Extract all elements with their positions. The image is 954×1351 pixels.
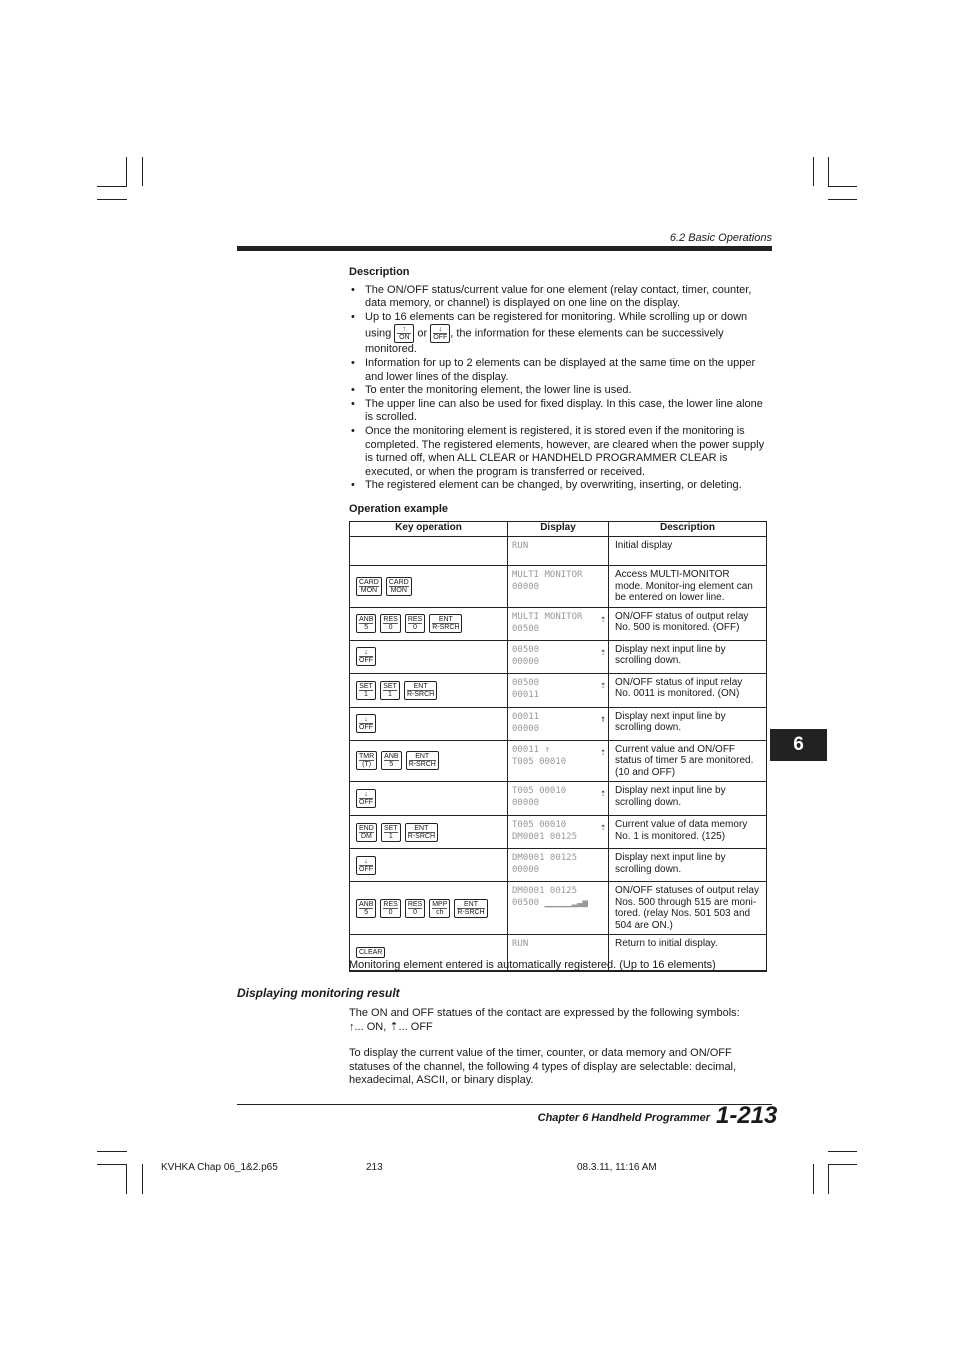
display-line-upper: RUN — [512, 541, 529, 551]
description-cell: Current value and ON/OFF status of timer 5 are monitored. (10 and OFF) — [609, 740, 767, 782]
table-row — [350, 566, 767, 608]
result-paragraph: The ON and OFF statues of the contact are expressed by the following symbols: — [349, 1007, 740, 1019]
display-line-upper: 00500 — [512, 677, 540, 688]
crop-mark — [142, 1164, 143, 1194]
display-cell — [508, 673, 609, 707]
bullet-text: , the information for these elements can be successively monitored. — [365, 327, 724, 356]
table-row — [350, 782, 767, 816]
key-icon: RES 0 — [380, 899, 400, 918]
operation-example-heading: Operation example — [349, 503, 449, 515]
crop-mark — [97, 1151, 127, 1152]
description-cell: Display next input line by scrolling down. — [609, 849, 767, 882]
description-cell: Initial display — [609, 537, 767, 566]
display-cell — [508, 566, 609, 608]
crop-mark — [126, 157, 127, 186]
key-operation-cell — [350, 882, 508, 935]
crop-mark — [126, 1164, 127, 1194]
key-icon: ENT R-SRCH — [429, 614, 462, 633]
description-cell: Display next input line by scrolling down. — [609, 640, 767, 673]
key-icon: RES 0 — [405, 899, 425, 918]
display-cell — [508, 740, 609, 782]
footer-rule — [237, 1104, 772, 1105]
display-line-upper: RUN — [512, 939, 529, 949]
header-rule — [237, 246, 772, 251]
table-row — [350, 607, 767, 640]
display-line-lower: 00000 — [512, 723, 540, 734]
bullet-text: or — [417, 327, 428, 340]
crop-mark — [828, 1164, 857, 1165]
key-icon: ↓ OFF — [356, 714, 376, 733]
status-arrow-icon: ↑ — [599, 713, 606, 725]
column-header: Display — [508, 522, 609, 537]
table-note: Monitoring element entered is automatically registered. (Up to 16 elements) — [349, 959, 716, 971]
status-arrow-icon: ⇡ — [599, 822, 606, 833]
display-line-upper: 00011 — [512, 711, 540, 722]
display-cell — [508, 882, 609, 935]
status-arrow-icon: ⇡ — [599, 646, 606, 658]
key-icon: CARD MON — [356, 577, 382, 596]
table-row — [350, 740, 767, 782]
crop-mark — [828, 157, 829, 186]
key-icon: SET 1 — [381, 823, 401, 842]
list-item: • The ON/OFF status/current value for one element (relay contact, timer, counter, data memory, or channel) is displayed on one line on the display. — [349, 284, 769, 311]
key-icon: CARD MON — [386, 577, 412, 596]
display-cell — [508, 640, 609, 673]
key-icon: ANB 5 — [381, 751, 401, 770]
display-line-lower: 00000 — [512, 798, 540, 808]
list-item: • To enter the monitoring element, the lower line is used. — [349, 384, 769, 398]
crop-mark — [828, 186, 857, 187]
key-operation-cell — [350, 640, 508, 673]
key-operation-cell — [350, 673, 508, 707]
display-line-upper: MULTI MONITOR — [512, 570, 583, 580]
key-icon: ANB 5 — [356, 614, 376, 633]
description-cell: ON/OFF status of input relay No. 0011 is monitored. (ON) — [609, 673, 767, 707]
key-operation-cell — [350, 607, 508, 640]
result-heading: Displaying monitoring result — [237, 986, 400, 1000]
key-operation-cell — [350, 849, 508, 882]
display-line-lower: 00500 ▁▁▁▁▁▂▃▅ — [512, 898, 588, 908]
key-icon: SET 1 — [356, 681, 376, 700]
status-arrow-icon: ⇡ — [599, 679, 606, 691]
description-heading: Description — [349, 266, 410, 278]
crop-mark — [142, 157, 143, 186]
list-item: • Information for up to 2 elements can be displayed at the same time on the upper and lower lines of the display. — [349, 357, 769, 384]
display-line-upper: T005 00010 — [512, 820, 567, 830]
description-cell: ON/OFF status of output relay No. 500 is monitored. (OFF) — [609, 607, 767, 640]
running-header: 6.2 Basic Operations — [669, 232, 772, 244]
description-cell: Return to initial display. — [609, 935, 767, 971]
display-cell — [508, 607, 609, 640]
display-line-lower: 00011 — [512, 689, 540, 700]
key-icon: SET 1 — [380, 681, 400, 700]
table-row — [350, 882, 767, 935]
key-icon: ENT R-SRCH — [454, 899, 487, 918]
display-line-upper: DM0001 00125 — [512, 853, 578, 863]
crop-mark — [828, 1164, 829, 1194]
column-header: Key operation — [350, 522, 508, 537]
table-row — [350, 640, 767, 673]
key-icon: RES 0 — [380, 614, 400, 633]
crop-mark — [813, 1164, 814, 1194]
description-cell: Display next input line by scrolling down. — [609, 782, 767, 816]
display-cell — [508, 782, 609, 816]
display-line-upper: MULTI MONITOR — [512, 611, 583, 622]
display-line-lower: DM0001 00125 — [512, 832, 578, 842]
crop-mark — [97, 186, 127, 187]
display-line-lower: T005 00010 — [512, 756, 567, 767]
result-section — [349, 1007, 769, 1088]
crop-mark — [828, 199, 857, 200]
key-icon: MPP ch — [429, 899, 450, 918]
crop-mark — [828, 1151, 857, 1152]
table-row — [350, 849, 767, 882]
display-line-lower: 00500 — [512, 623, 540, 634]
list-item: • The upper line can also be used for fixed display. In this case, the lower line alone is scrolled. — [349, 398, 769, 425]
display-cell — [508, 537, 609, 566]
key-operation-cell — [350, 782, 508, 816]
key-operation-cell — [350, 566, 508, 608]
list-item — [349, 311, 769, 357]
key-icon: CLEAR — [356, 947, 385, 958]
result-paragraph: To display the current value of the timer, counter, or data memory and ON/OFF statuses of the channel, the following 4 types of display are selectable: decimal, hexadecimal, ASCII, or binary display. — [349, 1047, 737, 1087]
bullet-text: Up to 16 elements can be registered for monitoring. While scrolling up or down using — [365, 310, 748, 340]
key-icon: ANB 5 — [356, 899, 376, 918]
key-icon: ↓ OFF — [356, 647, 376, 666]
operation-table — [349, 521, 767, 972]
display-cell — [508, 707, 609, 740]
slug-file: KVHKA Chap 06_1&2.p65 — [161, 1162, 278, 1173]
status-arrow-icon: ⇡ — [599, 788, 606, 799]
description-cell: ON/OFF statuses of output relay Nos. 500 through 515 are moni-tored. (relay Nos. 501 503 and 504 are ON.) — [609, 882, 767, 935]
description-cell: Current value of data memory No. 1 is monitored. (125) — [609, 816, 767, 849]
key-icon: TMR (T) — [356, 751, 377, 770]
page-number: 1-213 — [716, 1102, 778, 1129]
list-item: • The registered element can be changed, by overwriting, inserting, or deleting. — [349, 479, 769, 493]
on-key-icon: ↑ ON — [394, 324, 414, 343]
column-header: Description — [609, 522, 767, 537]
table-row — [350, 537, 767, 566]
key-icon: ↓ OFF — [356, 789, 376, 808]
table-row — [350, 816, 767, 849]
key-icon: ↓ OFF — [356, 856, 376, 875]
chapter-tab: 6 — [770, 729, 827, 761]
crop-mark — [813, 157, 814, 186]
description-cell: Display next input line by scrolling down. — [609, 707, 767, 740]
display-line-upper: 00011 ↑ — [512, 744, 550, 755]
list-item: • Once the monitoring element is registered, it is stored even if the monitoring is completed. The registered elements, however, are cleared when the power supply is turned off, when ALL CLEAR or HANDHELD PROGRAMMER CLEAR is executed, or when the program is transferred or received. — [349, 425, 769, 479]
key-icon: END DM — [356, 823, 377, 842]
description-section — [349, 266, 769, 493]
key-icon: ENT R-SRCH — [404, 681, 437, 700]
display-cell — [508, 816, 609, 849]
display-line-lower: 00000 — [512, 582, 540, 592]
display-line-upper: DM0001 00125 — [512, 886, 578, 896]
status-arrow-icon: ⇡ — [599, 746, 606, 758]
key-icon: ENT R-SRCH — [406, 751, 439, 770]
key-operation-cell — [350, 816, 508, 849]
display-line-upper: T005 00010 — [512, 786, 567, 796]
table-row — [350, 707, 767, 740]
description-cell: Access MULTI-MONITOR mode. Monitor-ing element can be entered on lower line. — [609, 566, 767, 608]
display-line-upper: 00500 — [512, 644, 540, 655]
slug-sheet: 213 — [366, 1162, 383, 1173]
key-operation-cell — [350, 537, 508, 566]
key-operation-cell — [350, 740, 508, 782]
table-row — [350, 673, 767, 707]
description-list — [349, 284, 769, 493]
display-line-lower: 00000 — [512, 656, 540, 667]
footer-chapter: Chapter 6 Handheld Programmer — [537, 1112, 710, 1124]
display-cell — [508, 849, 609, 882]
crop-mark — [97, 1164, 127, 1165]
result-symbols: ↑... ON, ⇡... OFF — [349, 1020, 433, 1033]
key-operation-cell — [350, 707, 508, 740]
key-icon: RES 0 — [405, 614, 425, 633]
off-key-icon: ↓ OFF — [430, 324, 450, 343]
status-arrow-icon: ⇡ — [599, 613, 606, 625]
crop-mark — [97, 199, 127, 200]
display-line-lower: 00000 — [512, 865, 540, 875]
key-icon: ENT R-SRCH — [405, 823, 438, 842]
slug-timestamp: 08.3.11, 11:16 AM — [577, 1162, 657, 1173]
